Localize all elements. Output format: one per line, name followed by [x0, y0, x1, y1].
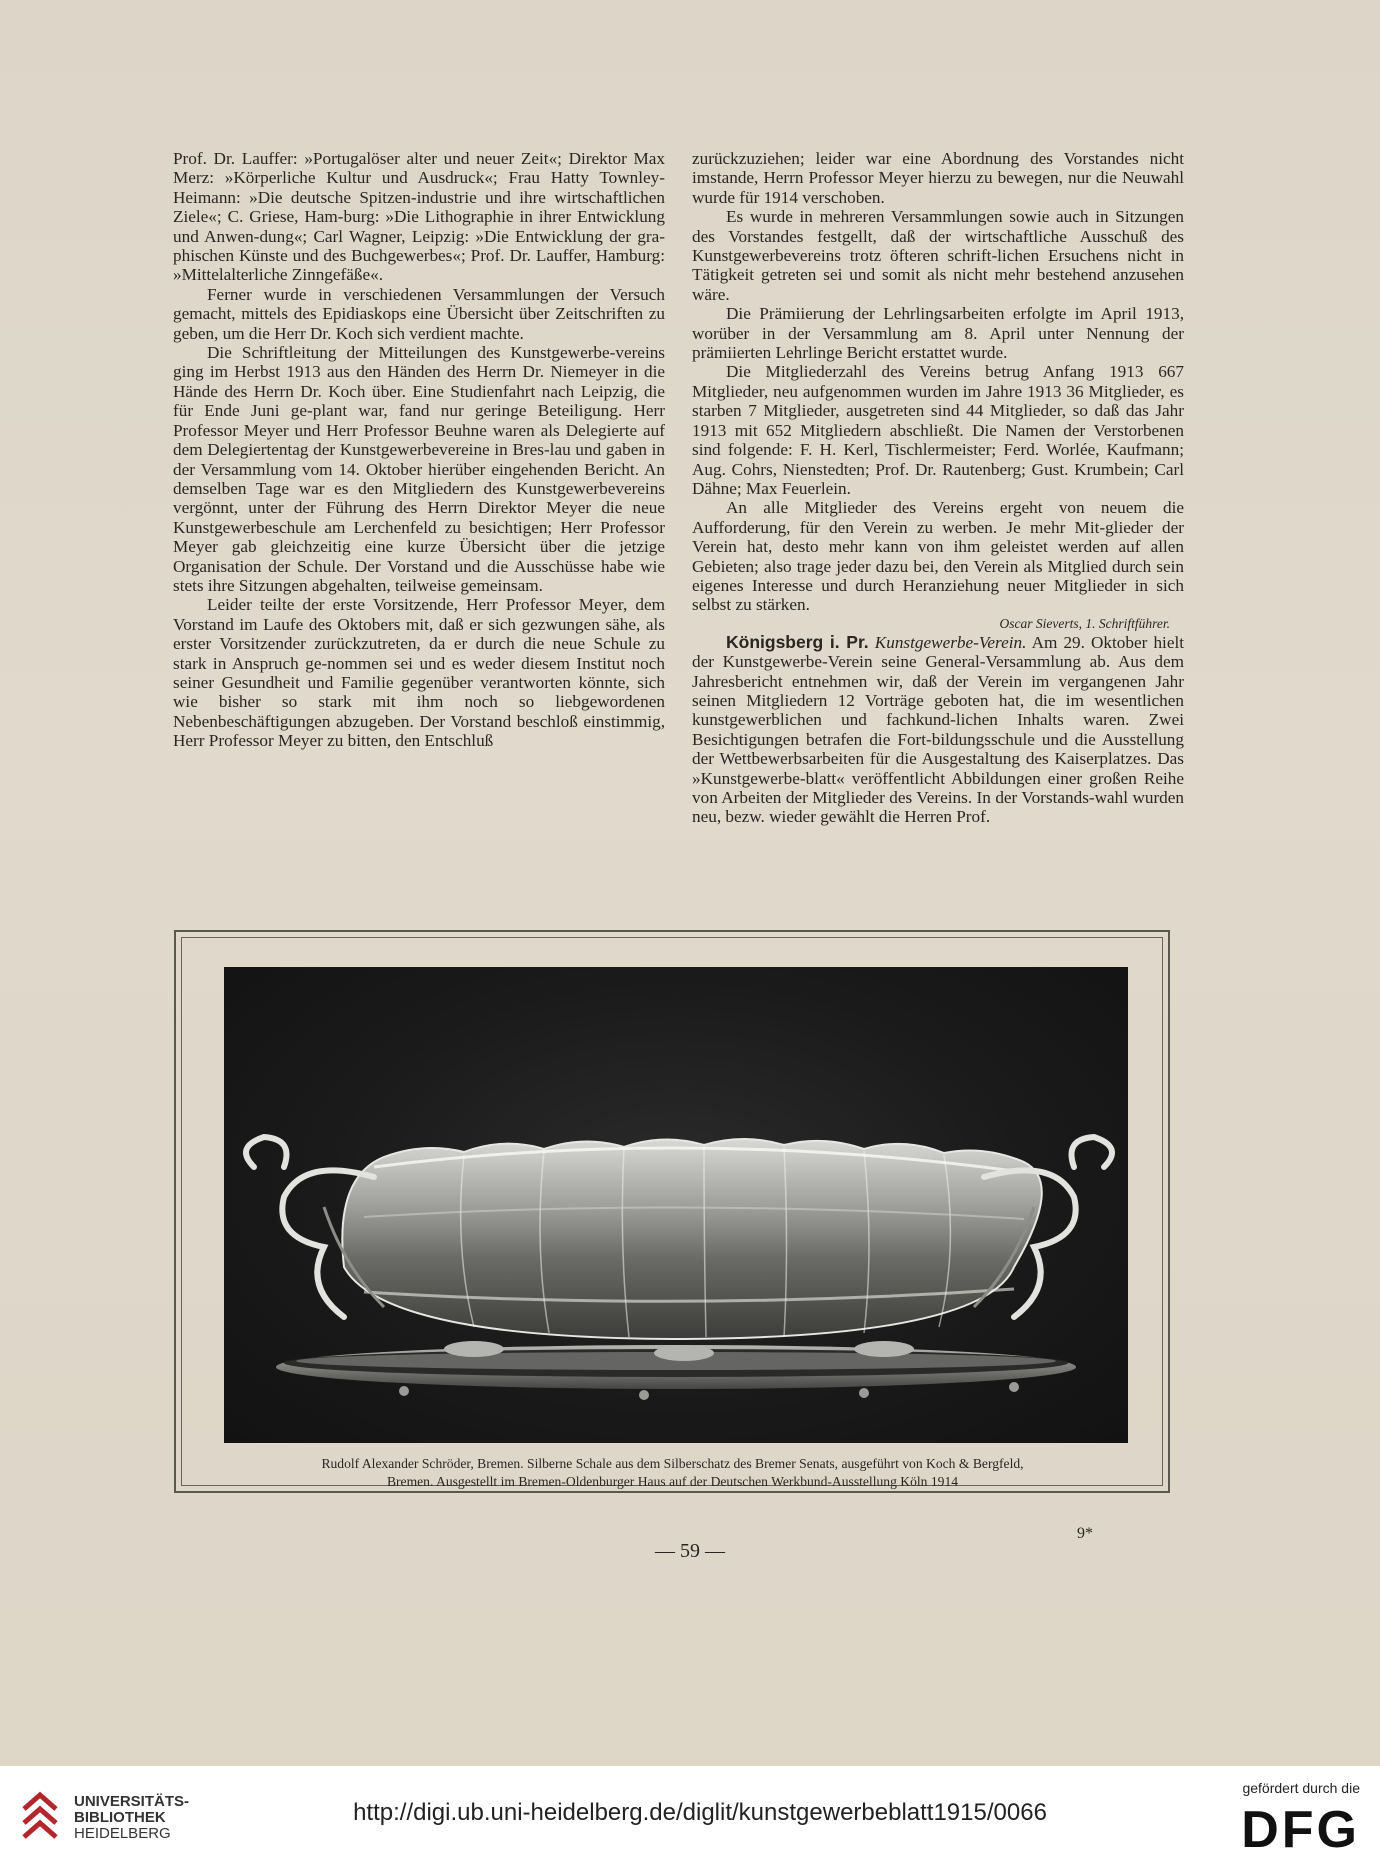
- paragraph: Die Schriftleitung der Mitteilungen des Kunstgewerbe-vereins ging im Herbst 1913 aus den Händen des Herrn Dr. Niemeyer in die Hände des Herrn Dr. Koch über. Eine Studienfahrt nach Leipzig, die für Ende Juni ge-plant war, fand nur geringe Beteiligung. Herr Professor Meyer und Herr Professor Beuhne waren als Delegierte auf dem Delegiertentag der Kunstgewerbevereine in Bres-lau und gaben in der Versammlung vom 14. Oktober hierüber eingehenden Bericht. An demselben Tage war es den Mitgliedern des Kunstgewerbevereins vergönnt, unter der Führung des Herrn Direktor Meyer die neue Kunstgewerbeschule am Lerchenfeld zu besichtigen; Herr Professor Meyer gab gleichzeitig eine kurze Übersicht über die jetzige Organisation der Schule. Der Vorstand und die Ausschüsse habe wie stets ihre Sitzungen abgehalten, teilweise gemeinsam.: [173, 343, 665, 595]
- signature: Oscar Sieverts, 1. Schriftführer.: [999, 615, 1170, 631]
- page-number: — 59 —: [655, 1540, 725, 1562]
- university-library-logo-icon: [20, 1791, 66, 1847]
- paragraph: Die Prämiierung der Lehrlingsarbeiten erfolgte im April 1913, worüber in der Versammlung am 8. April unter Nennung der prämiierten Lehrlinge Bericht erstattet wurde.: [692, 304, 1184, 363]
- place-heading: Königsberg i. Pr.: [726, 631, 869, 652]
- paragraph: Die Mitgliederzahl des Vereins betrug Anfang 1913 667 Mitglieder, neu aufgenommen wurden im Jahre 1913 36 Mitglieder, es starben 7 Mitglieder, ausgetreten sind 44 Mitglieder, so daß das Jahr 1913 mit 652 Mitgliedern abschließt. Die Namen der Verstorbenen sind folgende: F. H. Kerl, Tischlermeister; Ferd. Worlée, Kaufmann; Aug. Cohrs, Nienstedten; Prof. Dr. Rautenberg; Gust. Krumbein; Carl Dähne; Max Feuerlein.: [692, 362, 1184, 498]
- digitization-footer: [0, 1766, 1380, 1876]
- paragraph: Ferner wurde in verschiedenen Versammlungen der Versuch gemacht, mittels des Epidiaskops eine Übersicht über Zeitschriften zu geben, um die Herr Dr. Koch sich verdient machte.: [173, 284, 665, 343]
- silver-bowl-illustration: [224, 967, 1128, 1443]
- koenigsberg-paragraph: [692, 633, 1184, 827]
- society-name: Kunstgewerbe-Verein.: [874, 632, 1027, 652]
- paragraph: Prof. Dr. Lauffer: »Portugalöser alter und neuer Zeit«; Direktor Max Merz: »Körperliche Kultur und Ausdruck«; Frau Hatty Townley-Heimann: »Die deutsche Spitzen-industrie und ihre wirtschaftlichen Ziele«; C. Griese, Ham-burg: »Die Lithographie in ihrer Entwicklung und Anwen-dung«; Carl Wagner, Leipzig: »Die Entwicklung der gra-phischen Künste und des Buchgewerbes«; Prof. Dr. Lauffer, Hamburg: »Mittelalterliche Zinngefäße«.: [173, 149, 665, 285]
- sheet-signature-mark: 9*: [1077, 1525, 1093, 1542]
- paragraph: An alle Mitglieder des Vereins ergeht von neuem die Aufforderung, für den Verein zu werben. Je mehr Mit-glieder der Verein hat, desto mehr kann von ihm geleistet werden auf allen Gebieten; also trage jeder dazu bei, den Verein als Mitglied durch sein eigenes Interesse und durch Heranziehung neuer Mitglieder in sich selbst zu stärken.: [692, 498, 1184, 615]
- permalink-url[interactable]: http://digi.ub.uni-heidelberg.de/diglit/kunstgewerbeblatt1915/0066: [353, 1799, 1047, 1826]
- paragraph: Es wurde in mehreren Versammlungen sowie auch in Sitzungen des Vorstandes festgellt, daß der wirtschaftliche Ausschuß des Kunstgewerbevereins trotz öfteren schrift-lichen Ersuchens nicht in Tätigkeit getreten sei und somit als nicht mehr bestehend anzusehen wäre.: [692, 207, 1184, 304]
- paragraph: Leider teilte der erste Vorsitzende, Herr Professor Meyer, dem Vorstand im Laufe des Oktobers mit, daß er sich gezwungen sähe, als erster Vorsitzender zurückzutreten, da er durch die neue Schule zu stark in Anspruch ge-nommen sei und es weder diesem Institut noch seiner Gesundheit und Familie gegenüber verantworten könnte, sich wie bisher so stark mit ihm noch so liebgewordenen Nebenbeschäftigungen abzugeben. Der Vorstand beschloß einstimmig, Herr Professor Meyer zu bitten, den Entschluß: [173, 595, 665, 751]
- caption-line-2: Bremen. Ausgestellt im Bremen-Oldenburger Haus auf der Deutschen Werkbund-Ausstellung Köln 1914: [386, 1474, 959, 1489]
- university-library-name: [74, 1794, 189, 1842]
- text-column-right: [692, 149, 1184, 827]
- text-column-left: [173, 149, 665, 751]
- figure-caption: [190, 1455, 1155, 1491]
- dfg-logo: DFG: [1241, 1801, 1360, 1859]
- library-name-line: HEIDELBERG: [74, 1825, 171, 1842]
- funded-by-label: gefördert durch die: [1242, 1780, 1360, 1796]
- caption-line-1: Rudolf Alexander Schröder, Bremen. Silberne Schale aus dem Silberschatz des Bremer Senats, ausgeführt von Koch & Bergfeld,: [321, 1456, 1024, 1471]
- koenigsberg-text: Am 29. Oktober hielt der Kunstgewerbe-Verein seine General-Versammlung ab. Aus dem Jahresbericht entnehmen wir, daß der Verein im vergangenen Jahr seinen Mitgliedern 12 Vorträge geboten hat, die im wesentlichen kunstgewerblichen und fachkund-lichen Inhalts waren. Zwei Besichtigungen betrafen die Fort-bildungsschule und die Ausstellung der Wettbewerbsarbeiten für die Ausgestaltung des Kaiserplatzes. Das »Kunstgewerbe-blatt« veröffentlicht Abbildungen einer großen Reihe von Arbeiten der Mitglieder des Vereins. In der Vorstands-wahl wurden neu, bezw. wieder gewählt die Herren Prof.: [692, 632, 1184, 827]
- silver-bowl-photograph: [224, 967, 1128, 1443]
- library-name-line: BIBLIOTHEK: [74, 1809, 166, 1826]
- library-name-line: UNIVERSITÄTS-: [74, 1793, 190, 1810]
- paragraph: zurückzuziehen; leider war eine Abordnung des Vorstandes nicht imstande, Herrn Professor Meyer hierzu zu bewegen, nur die Neuwahl wurde für 1914 verschoben.: [692, 149, 1184, 207]
